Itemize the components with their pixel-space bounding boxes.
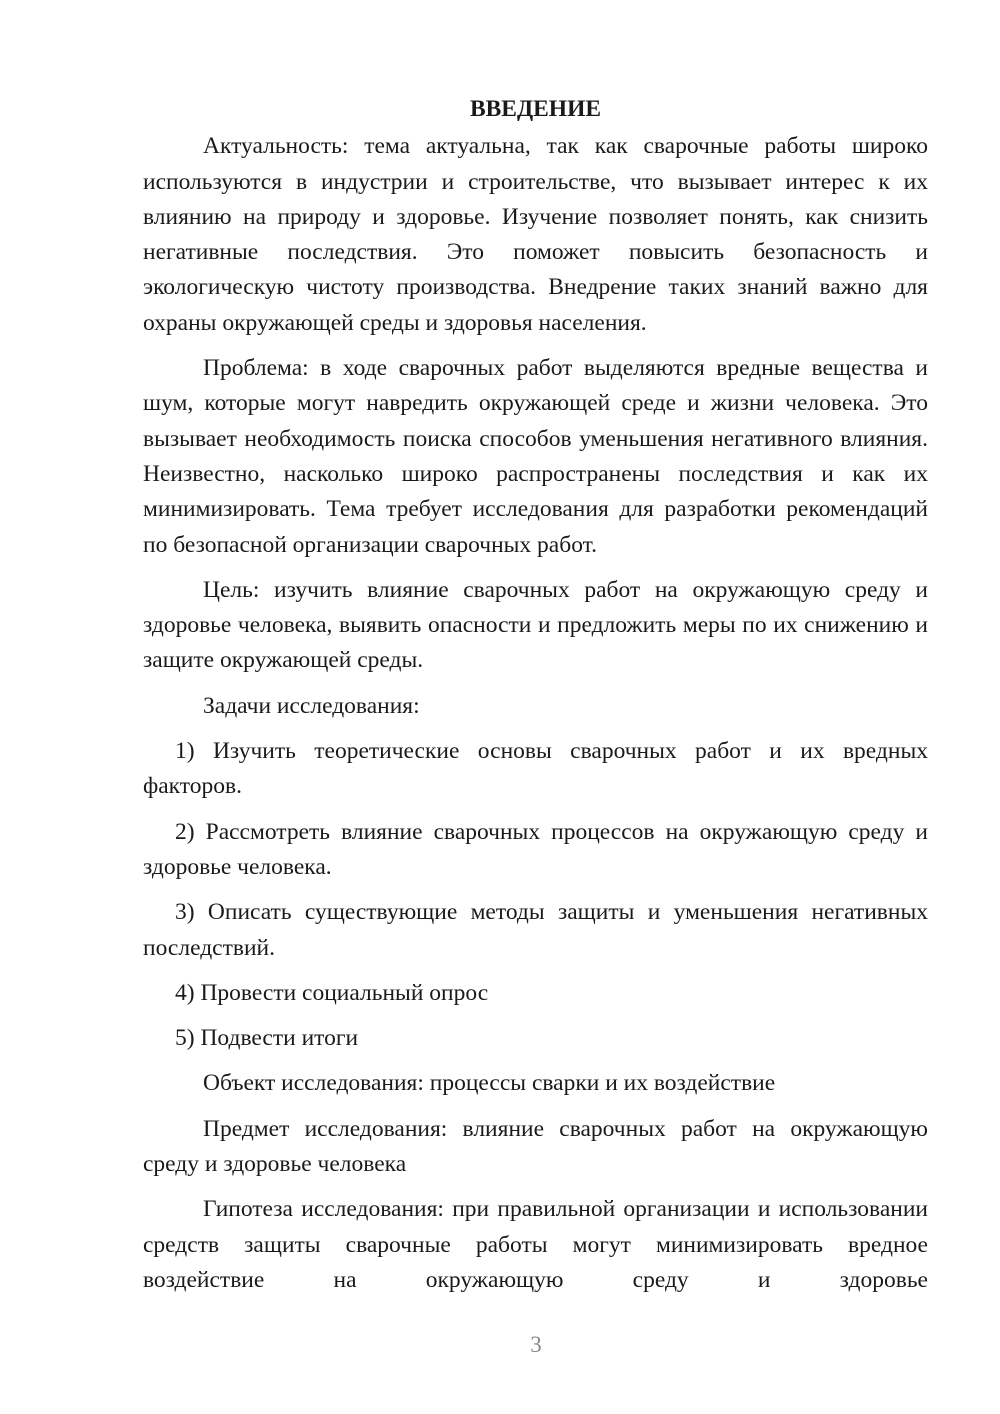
goal-paragraph: Цель: изучить влияние сварочных работ на окружающую среду и здоровье человека, выявить опасности и предложить меры по их снижению и защите окружающей среды. — [143, 576, 928, 674]
section-title: ВВЕДЕНИЕ — [469, 96, 602, 122]
task-item-4: 4) Провести социальный опрос — [175, 979, 489, 1006]
hypothesis-paragraph: Гипотеза исследования: при правильной организации и использовании средств защиты сварочные работы могут минимизировать вредное воздействие на окружающую среду и здоровье — [143, 1196, 928, 1293]
tasks-heading: Задачи исследования: — [203, 692, 420, 719]
relevance-paragraph: Актуальность: тема актуальна, так как сварочные работы широко используются в индустрии и строительстве, что вызывает интерес к их влиянию на природу и здоровье. Изучение позволяет понять, как снизить негативные последствия. Это поможет повысить безопасность и экологическую чистоту производства. Внедрение таких знаний важно для охраны окружающей среды и здоровья населения. — [143, 133, 928, 336]
page-content — [143, 92, 928, 1308]
page-number: 3 — [530, 1332, 542, 1357]
object-paragraph: Объект исследования: процессы сварки и их воздействие — [203, 1070, 776, 1097]
task-item-2: 2) Рассмотреть влияние сварочных процессов на окружающую среду и здоровье человека. — [143, 818, 928, 880]
task-item-3: 3) Описать существующие методы защиты и уменьшения негативных последствий. — [143, 899, 928, 961]
task-item-1: 1) Изучить теоретические основы сварочных работ и их вредных факторов. — [143, 738, 928, 800]
subject-paragraph: Предмет исследования: влияние сварочных работ на окружающую среду и здоровье человека — [143, 1115, 928, 1178]
problem-paragraph: Проблема: в ходе сварочных работ выделяются вредные вещества и шум, которые могут навредить окружающей среде и жизни человека. Это вызывает необходимость поиска способов уменьшения негативного влияния. Неизвестно, насколько широко распространены последствия и как их минимизировать. Тема требует исследования для разработки рекомендаций по безопасной организации сварочных работ. — [143, 355, 928, 558]
task-item-5: 5) Подвести итоги — [175, 1025, 359, 1052]
